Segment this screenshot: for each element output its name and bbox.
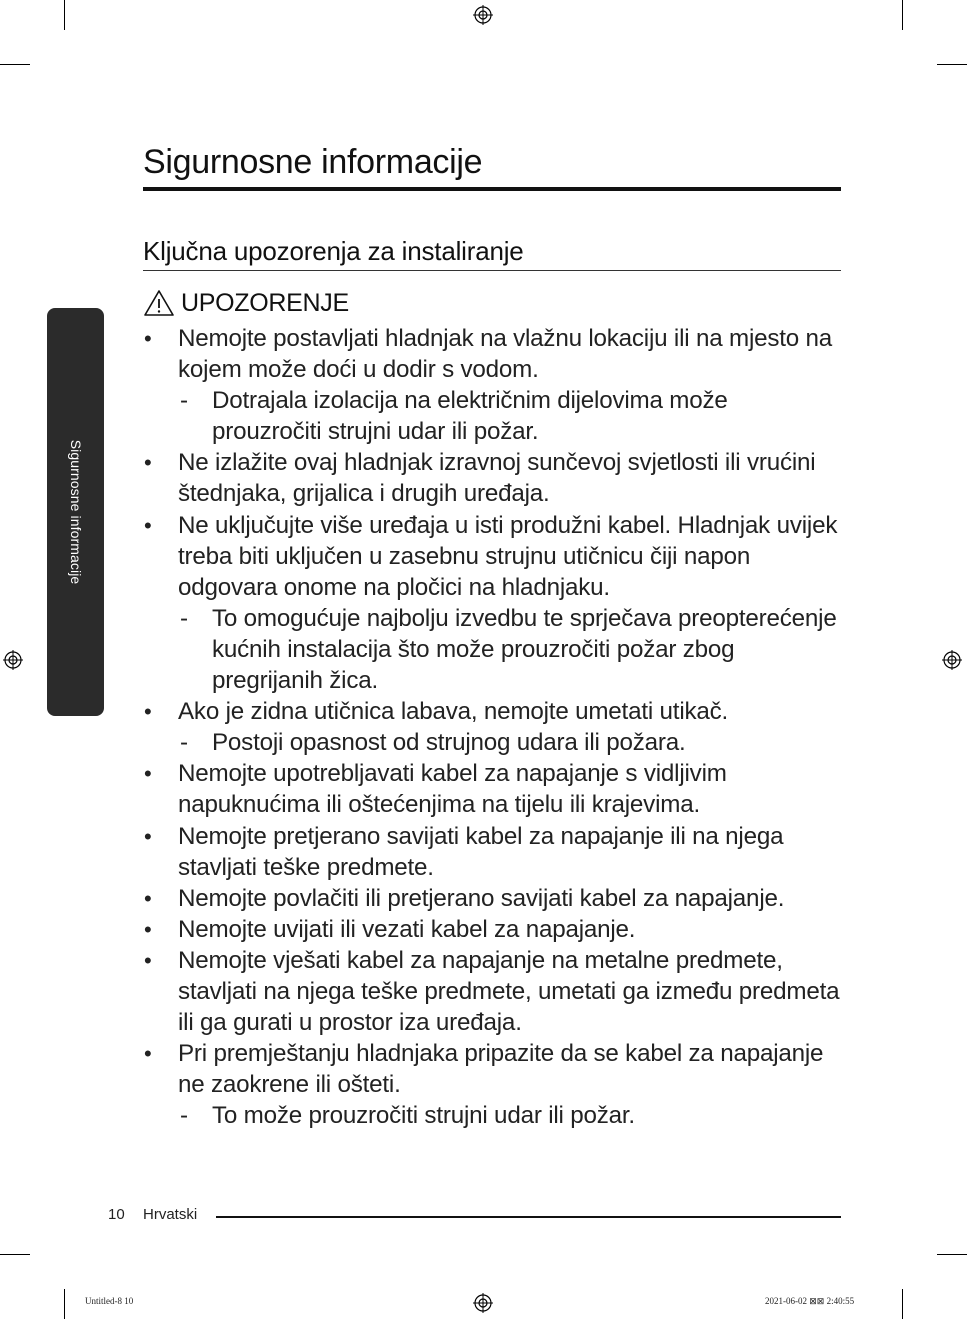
registration-mark-icon: [473, 5, 493, 25]
crop-mark-bottom-right-h: [937, 1254, 967, 1255]
section-title: Ključna upozorenja za instaliranje: [143, 236, 524, 266]
list-item: • Nemojte uvijati ili vezati kabel za napajanje.: [143, 914, 843, 945]
title-divider: [143, 187, 841, 191]
list-subitem: - To omogućuje najbolju izvedbu te sprječava preopterećenje kućnih instalacija što može prouzročiti požar zbog pregrijanih žica.: [143, 603, 843, 696]
registration-mark-icon: [3, 650, 23, 670]
warning-triangle-icon: [143, 289, 175, 317]
list-item: • Nemojte pretjerano savijati kabel za napajanje ili na njega stavljati teške predmete.: [143, 821, 843, 883]
list-item: • Pri premještanju hladnjaka pripazite da se kabel za napajanje ne zaokrene ili ošteti.: [143, 1038, 843, 1100]
list-subitem: - Postoji opasnost od strujnog udara ili požara.: [143, 727, 843, 758]
list-item: • Nemojte vješati kabel za napajanje na metalne predmete, stavljati na njega teške predmete, umetati ga između predmeta ili ga gurati u prostor iza uređaja.: [143, 945, 843, 1038]
warning-list: [143, 323, 843, 1131]
crop-mark-top-left-h: [0, 64, 30, 65]
section-divider: [143, 270, 841, 271]
crop-mark-bottom-right-v: [902, 1289, 903, 1319]
footer-language: Hrvatski: [143, 1206, 198, 1223]
crop-mark-bottom-left-v: [64, 1289, 65, 1319]
list-subitem: - To može prouzročiti strujni udar ili požar.: [143, 1100, 843, 1131]
list-item: • Ako je zidna utičnica labava, nemojte umetati utikač.: [143, 696, 843, 727]
print-slug-right: 2021-06-02 ⊠⊠ 2:40:55: [765, 1296, 855, 1306]
crop-mark-top-right-v: [902, 0, 903, 30]
warning-heading: [143, 287, 349, 319]
list-subitem: - Dotrajala izolacija na električnim dijelovima može prouzročiti strujni udar ili požar.: [143, 385, 843, 447]
print-slug-left: Untitled-8 10: [85, 1296, 134, 1306]
side-chapter-tab: [47, 308, 104, 716]
list-item: • Nemojte upotrebljavati kabel za napajanje s vidljivim napuknućima ili oštećenjima na tijelu ili krajevima.: [143, 758, 843, 820]
list-item: • Nemojte povlačiti ili pretjerano savijati kabel za napajanje.: [143, 883, 843, 914]
crop-mark-bottom-left-h: [0, 1254, 30, 1255]
registration-mark-icon: [942, 650, 962, 670]
list-item: • Ne izlažite ovaj hladnjak izravnoj sunčevoj svjetlosti ili vrućini štednjaka, grijalica i drugih uređaja.: [143, 447, 843, 509]
list-item: • Nemojte postavljati hladnjak na vlažnu lokaciju ili na mjesto na kojem može doći u dodir s vodom.: [143, 323, 843, 385]
list-item: • Ne uključujte više uređaja u isti produžni kabel. Hladnjak uvijek treba biti uključen u zasebnu strujnu utičnicu čiji napon odgovara onome na pločici na hladnjaku.: [143, 510, 843, 603]
registration-mark-icon: [473, 1293, 493, 1313]
page-number: 10: [108, 1206, 125, 1223]
footer-divider: [216, 1216, 841, 1218]
warning-label: UPOZORENJE: [181, 288, 349, 317]
side-tab-label: Sigurnosne informacije: [67, 439, 84, 585]
crop-mark-top-left-v: [64, 0, 65, 30]
page-title: Sigurnosne informacije: [143, 143, 483, 181]
crop-mark-top-right-h: [937, 64, 967, 65]
